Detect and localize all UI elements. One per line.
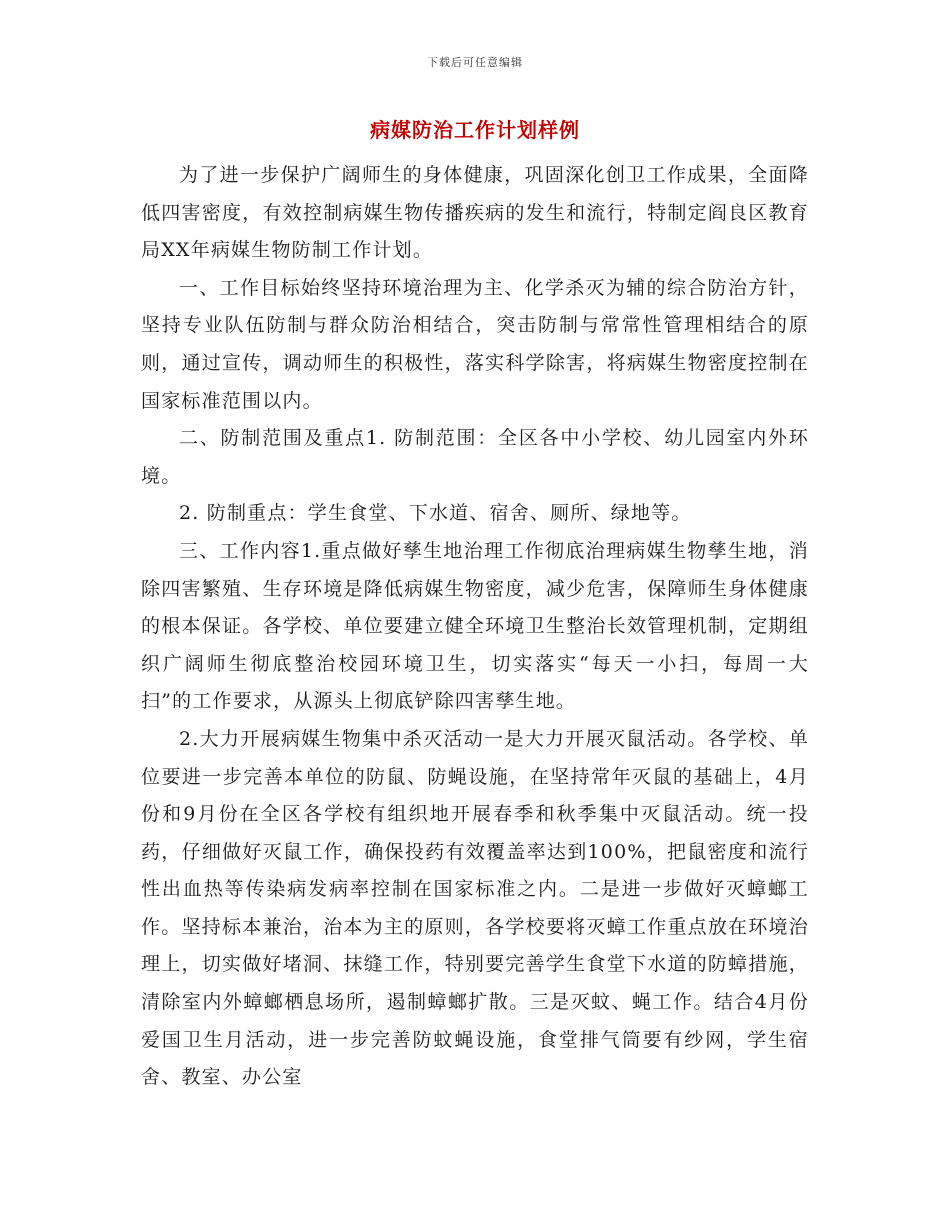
paragraph-scope: 二、防制范围及重点1. 防制范围：全区各中小学校、幼儿园室内外环境。 xyxy=(141,427,809,487)
paragraph-content-1: 三、工作内容1.重点做好孳生地治理工作彻底治理病媒生物孳生地，消除四害繁殖、生存环境是降低病媒生物密度，减少危害，保障师生身体健康的根本保证。各学校、单位要建立健全环境卫生整治长效管理机制，定期组织广阔师生彻底整治校园环境卫生，切实落实“每天一小扫，每周一大扫”的工作要求，从源头上彻底铲除四害孳生地。 xyxy=(141,539,809,713)
document-body xyxy=(141,157,809,1097)
paragraph-goal: 一、工作目标始终坚持环境治理为主、化学杀灭为辅的综合防治方针，坚持专业队伍防制与群众防治相结合，突击防制与常常性管理相结合的原则，通过宣传，调动师生的积极性，落实科学除害，将病媒生物密度控制在国家标准范围以内。 xyxy=(141,276,809,412)
document-title: 病媒防治工作计划样例 xyxy=(370,118,580,142)
paragraph-content-2: 2.大力开展病媒生物集中杀灭活动一是大力开展灭鼠活动。各学校、单位要进一步完善本单位的防鼠、防蝇设施，在坚持常年灭鼠的基础上，4月份和9月份在全区各学校有组织地开展春季和秋季集中灭鼠活动。统一投药，仔细做好灭鼠工作，确保投药有效覆盖率达到100%，把鼠密度和流行性出血热等传染病发病率控制在国家标准之内。二是进一步做好灭蟑螂工作。坚持标本兼治，治本为主的原则，各学校要将灭蟑工作重点放在环境治理上，切实做好堵洞、抹缝工作，特别要完善学生食堂下水道的防蟑措施，清除室内外蟑螂栖息场所，遏制蟑螂扩散。三是灭蚊、蝇工作。结合4月份爱国卫生月活动，进一步完善防蚊蝇设施，食堂排气筒要有纱网，学生宿舍、教室、办公室 xyxy=(141,727,809,1089)
paragraph-intro: 为了进一步保护广阔师生的身体健康，巩固深化创卫工作成果，全面降低四害密度，有效控制病媒生物传播疾病的发生和流行，特制定阎良区教育局XX年病媒生物防制工作计划。 xyxy=(141,164,809,262)
header-note: 下载后可任意编辑 xyxy=(427,56,523,69)
paragraph-focus: 2. 防制重点：学生食堂、下水道、宿舍、厕所、绿地等。 xyxy=(179,502,692,525)
